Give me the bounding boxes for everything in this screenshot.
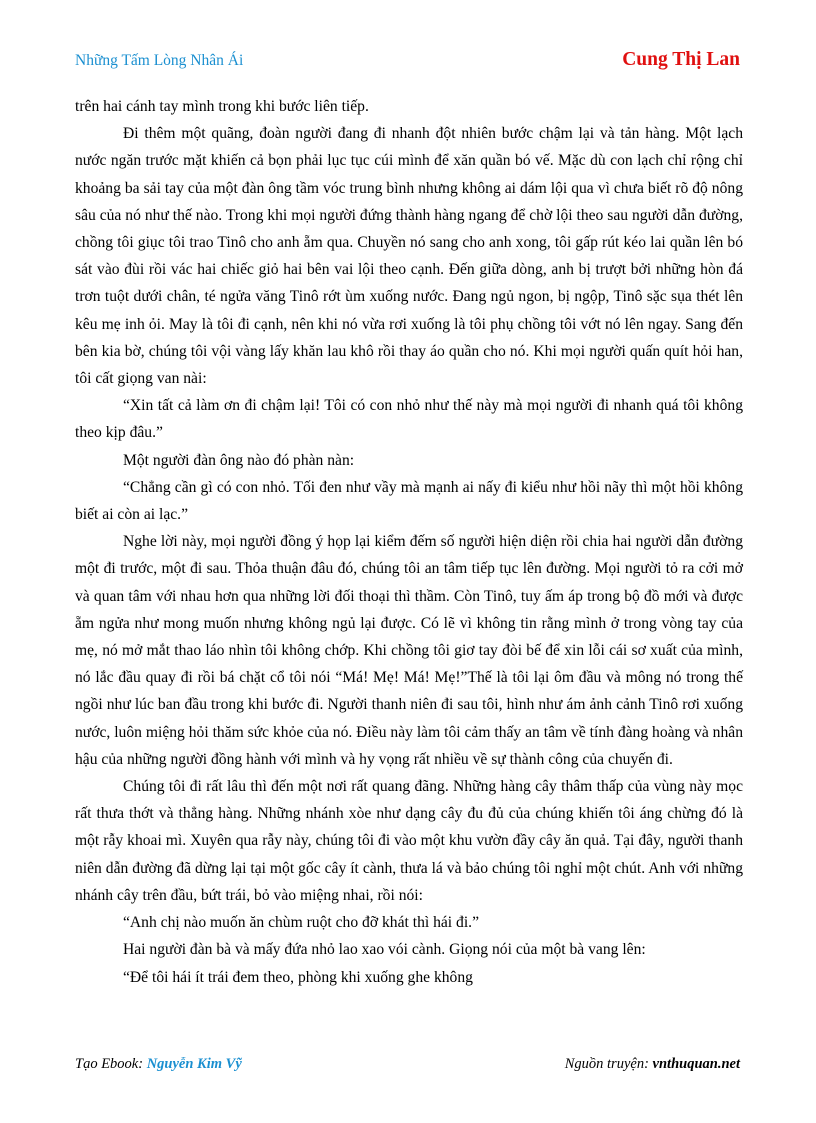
source-credit [565, 1056, 740, 1073]
page-body [75, 93, 743, 991]
paragraph-quote: “Để tôi hái ít trái đem theo, phòng khi xuống ghe không [123, 968, 473, 986]
source-label: Nguồn truyện [564, 1056, 645, 1072]
ebook-creator: Nguyễn Kim Vỹ [146, 1056, 242, 1072]
paragraph: Hai người đàn bà và mấy đứa nhỏ lao xao vói cành. Giọng nói của một bà vang lên: [123, 941, 646, 959]
source-site: vnthuquan.net [652, 1056, 740, 1072]
ebook-credit [75, 1056, 242, 1073]
paragraph-quote: “Xin tất cả làm ơn đi chậm lại! Tôi có con nhỏ như thế này mà mọi người đi nhanh quá tôi không theo kịp đâu.” [75, 397, 743, 442]
paragraph: Một người đàn ông nào đó phàn nàn: [123, 451, 355, 469]
book-title: Những Tấm Lòng Nhân Ái [75, 52, 244, 69]
author-name: Cung Thị Lan [622, 49, 740, 70]
paragraph: Chúng tôi đi rất lâu thì đến một nơi rất quang đãng. Những hàng cây thâm thấp của vùng này mọc rất thưa thớt và thẳng hàng. Những nhánh xòe như dạng cây đu đủ của chúng khiến tôi áng chừng đó là một rẫy khoai mì. Xuyên qua rẫy này, chúng tôi đi vào một khu vườn đầy cây ăn quả. Tại đây, người thanh niên dẫn đường đã dừng lại tại một gốc cây ít cành, thưa lá và bảo chúng tôi nghỉ một chút. Anh với những nhánh cây trên đầu, bứt trái, bỏ vào miệng nhai, rồi nói: [75, 778, 743, 904]
paragraph-continuation: trên hai cánh tay mình trong khi bước liên tiếp. [75, 98, 369, 115]
ebook-separator: : [138, 1056, 147, 1072]
ebook-label: Tạo Ebook [75, 1056, 139, 1072]
paragraph: Đi thêm một quãng, đoàn người đang đi nhanh đột nhiên bước chậm lại và tản hàng. Một lạch nước ngăn trước mặt khiến cả bọn phải lục tục cúi mình để xăn quần bó vế. Mặc dù con lạch chỉ rộng chỉ khoảng ba sải tay của một đàn ông tầm vóc trung bình nhưng không ai dám lội qua vì chưa biết rõ độ nông sâu của nó như thế nào. Trong khi mọi người đứng thành hàng ngang để chờ lội theo sau người dẫn đường, chồng tôi giục tôi trao Tinô cho anh ẵm qua. Chuyền nó sang cho anh xong, tôi gấp rút kéo lai quần lên bó sát vào đùi rồi vác hai chiếc giỏ hai bên vai lội theo cạnh. Đến giữa dòng, anh bị trượt bởi những hòn đá trơn tuột dưới chân, té ngửa văng Tinô rớt ùm xuống nước. Đang ngủ ngon, bị ngộp, Tinô sặc sụa thét lên kêu mẹ inh ỏi. May là tôi đi cạnh, nên khi nó vừa rơi xuống là tôi phụ chồng tôi vớt nó lên ngay. Sang đến bên kia bờ, chúng tôi vội vàng lấy khăn lau khô rồi thay áo quần cho nó. Khi mọi người quấn quít hỏi han, tôi cất giọng van nài: [75, 125, 743, 388]
paragraph: Nghe lời này, mọi người đồng ý họp lại kiểm đếm số người hiện diện rồi chia hai người dẫn đường một đi trước, một đi sau. Thỏa thuận đâu đó, chúng tôi an tâm tiếp tục lên đường. Mọi người tỏ ra cởi mở và quan tâm với nhau hơn qua những lời đối thoại thì thầm. Còn Tinô, tuy ấm áp trong bộ đồ mới và được ẵm ngửa như mong muốn nhưng không ngủ lại được. Có lẽ vì không tin rằng mình ở trong vòng tay của mẹ, nó mở mắt thao láo nhìn tôi không chớp. Khi chồng tôi giơ tay đòi bế để xin lỗi cái sơ xuất của mình, nó lắc đầu quay đi rồi bá chặt cổ tôi nói “Má! Mẹ! Má! Mẹ!”Thế là tôi lại ôm đầu và mông nó trong thế ngồi như lúc ban đầu trong khi bước đi. Người thanh niên đi sau tôi, hình như ám ảnh cảnh Tinô rơi xuống nước, luôn miệng hỏi thăm sức khỏe của nó. Điều này làm tôi cảm thấy an tâm về tính đàng hoàng và nhân hậu của những người đồng hành với mình và hy vọng rất nhiều về sự thành công của chuyến đi. [75, 533, 743, 768]
paragraph-quote: “Chẳng cần gì có con nhỏ. Tối đen như vầy mà mạnh ai nấy đi kiểu như hồi nãy thì một hồi không biết ai còn ai lạc.” [75, 478, 743, 524]
source-separator: : [644, 1056, 653, 1072]
paragraph-quote: “Anh chị nào muốn ăn chùm ruột cho đỡ khát thì hái đi.” [123, 914, 479, 932]
